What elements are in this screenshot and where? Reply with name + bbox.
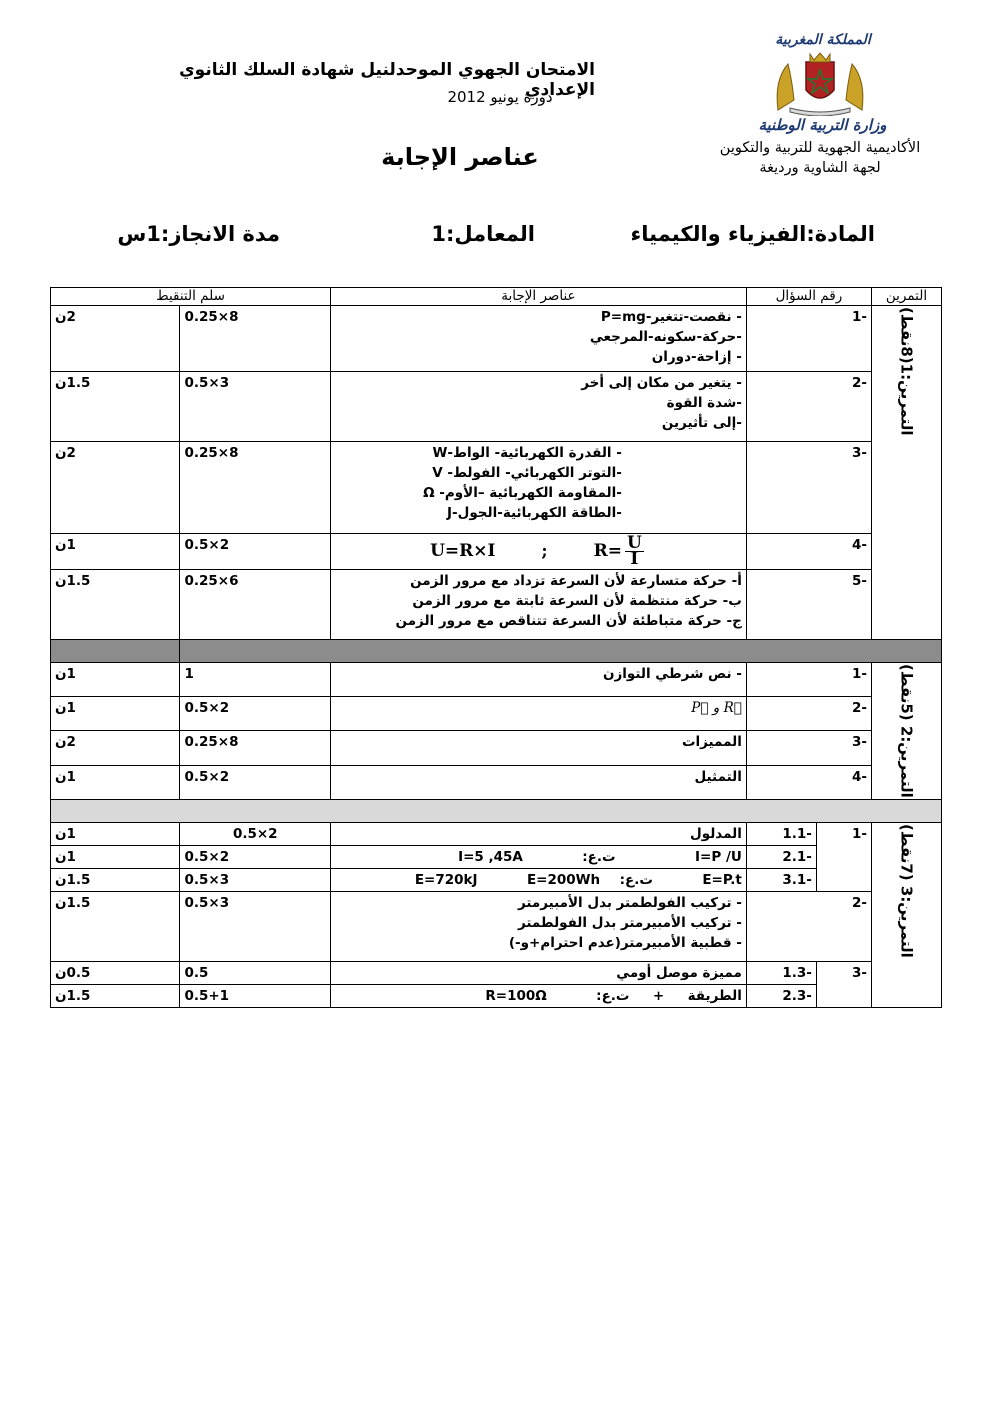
question-number: -3 (816, 961, 871, 1007)
subject-label: المادة:الفيزياء والكيمياء (630, 222, 875, 246)
score-detail: 8×0.25 (180, 306, 331, 372)
answer-line: - إزاحة-دوران (651, 349, 742, 365)
academy-line-1: الأكاديمية الجهوية للتربية والتكوين (719, 140, 921, 156)
question-number: -1 (746, 306, 871, 372)
kingdom-label: المملكة المغربية (775, 32, 871, 48)
score-total: 1.5ن (51, 868, 180, 891)
answer-cell: التمثيل (331, 765, 747, 799)
table-row (51, 765, 942, 799)
exercise-3-label-cell (872, 822, 942, 1007)
answer-result: I=5 ,45A (458, 848, 523, 865)
question-number: -3 (746, 442, 871, 534)
answer-cell (331, 868, 747, 891)
answer-cell (331, 372, 747, 442)
table-row (51, 868, 942, 891)
table-row (51, 891, 942, 961)
table-row (51, 442, 942, 534)
sub-question-number: -3.1 (746, 868, 816, 891)
separator-row (51, 799, 942, 822)
header-exercise: التمرين (872, 288, 942, 306)
score-detail: 2×0.5 (180, 534, 331, 570)
score-total: 0.5ن (51, 961, 180, 984)
score-total: 2ن (51, 731, 180, 765)
answer-line: - القدرة الكهربائية- الواط-W (432, 445, 622, 461)
answer-formula: I=P /U (695, 848, 742, 865)
formula-u-equals: U=R×I (430, 541, 496, 561)
fraction-denominator: I (630, 549, 639, 569)
answer-cell: R⃗ و P⃗ (331, 697, 747, 731)
answer-result: R=100Ω (485, 987, 547, 1004)
score-total: 1ن (51, 822, 180, 845)
answer-line: - تركيب الفولطمتر بدل الأمبيرمتر (517, 894, 742, 911)
score-total: 1ن (51, 845, 180, 868)
academy-line-2: لجهة الشاوية ورديغة (759, 160, 881, 176)
table-row (51, 534, 942, 570)
numeric-application-label: ت.ع: (596, 987, 630, 1004)
answer-plus: + (652, 987, 665, 1004)
answer-result-wh: E=200Wh (526, 871, 601, 888)
question-number: -4 (746, 534, 871, 570)
score-detail: 3×0.5 (180, 868, 331, 891)
answer-line: - نقصت-تتغير-P=mg (600, 309, 742, 325)
coat-of-arms-icon (770, 50, 870, 116)
question-number: -2 (746, 697, 871, 731)
score-total: 1.5ن (51, 570, 180, 640)
answer-line: - قطبية الأمبيرمتر(عدم احترام+و-) (508, 934, 742, 951)
score-detail: 2×0.5 (180, 822, 331, 845)
table-row (51, 731, 942, 765)
answer-cell (331, 891, 747, 961)
document-title: عناصر الإجابة (381, 143, 539, 171)
score-detail: 3×0.5 (180, 372, 331, 442)
answer-method: الطريقة (687, 987, 742, 1004)
answer-cell (331, 442, 747, 534)
question-number: -2 (746, 891, 871, 961)
question-number: -2 (746, 372, 871, 442)
exercise-2-label-cell (872, 663, 942, 800)
score-total: 1ن (51, 534, 180, 570)
answer-result: E=720kJ (414, 871, 478, 888)
table-row (51, 697, 942, 731)
score-total: 1ن (51, 663, 180, 697)
score-detail: 2×0.5 (180, 845, 331, 868)
answer-line: - تركيب الأمبيرمتر بدل الفولطمتر (517, 914, 742, 931)
separator-row (51, 640, 942, 663)
table-row (51, 984, 942, 1007)
separator-cell (51, 799, 942, 822)
numeric-application-label: ت.ع: (582, 848, 616, 865)
score-detail: 1 (180, 663, 331, 697)
score-detail: 8×0.25 (180, 731, 331, 765)
answer-line: أ- حركة متسارعة لأن السرعة تزداد مع مرور الزمن (410, 573, 742, 589)
duration-label: مدة الانجاز:1س (117, 222, 280, 246)
answer-cell (331, 845, 747, 868)
answer-cell: - نص شرطي التوازن (331, 663, 747, 697)
sub-question-number: -2.3 (746, 984, 816, 1007)
table-header-row (51, 288, 942, 306)
header-answers: عناصر الإجابة (331, 288, 747, 306)
question-number: -5 (746, 570, 871, 640)
score-total: 1.5ن (51, 891, 180, 961)
answer-line: ج- حركة متباطئة لأن السرعة تتناقص مع مرور الزمن (395, 613, 742, 629)
answer-cell (331, 984, 747, 1007)
formula-separator: ; (541, 541, 548, 561)
score-detail: 0.5 (180, 961, 331, 984)
answer-line: - يتغير من مكان إلى أخر (581, 375, 742, 391)
score-total: 1.5ن (51, 372, 180, 442)
header-question: رقم السؤال (746, 288, 871, 306)
answer-line: -التوتر الكهربائي- الفولط- V (432, 465, 622, 481)
sub-question-number: -2.1 (746, 845, 816, 868)
academy-label (700, 138, 940, 178)
exercise-3-label: التمرين:3 (7نقط) (897, 823, 916, 958)
table-row (51, 306, 942, 372)
score-detail: 2×0.5 (180, 765, 331, 799)
separator-cell (180, 640, 942, 663)
ohm-law-formula (430, 533, 647, 569)
answer-line: -إلى تأثيرين (661, 415, 742, 431)
score-total: 1.5ن (51, 984, 180, 1007)
score-detail: 8×0.25 (180, 442, 331, 534)
separator-cell (51, 640, 180, 663)
table-row (51, 822, 942, 845)
answer-cell (331, 534, 747, 570)
score-detail: 0.5+1 (180, 984, 331, 1007)
table-row (51, 663, 942, 697)
exam-session: دورة يونيو 2012 (447, 88, 553, 106)
answer-cell (331, 570, 747, 640)
exercise-2-label: التمرين:2 (5نقط) (897, 664, 916, 798)
answer-line: ب- حركة منتظمة لأن السرعة ثابتة مع مرور الزمن (412, 593, 742, 609)
answer-cell: مميزة موصل أومي (331, 961, 747, 984)
answer-cell: المميزات (331, 731, 747, 765)
answer-table (50, 287, 942, 1008)
ministry-label: وزارة التربية الوطنية (758, 116, 887, 134)
question-number: -3 (746, 731, 871, 765)
table-row (51, 845, 942, 868)
answer-line: -المقاومة الكهربائية –الأوم- Ω (423, 485, 622, 501)
table-row (51, 372, 942, 442)
header-scale: سلم التنقيط (51, 288, 331, 306)
score-detail: 2×0.5 (180, 697, 331, 731)
sub-question-number: -1.3 (746, 961, 816, 984)
question-number: -1 (816, 822, 871, 891)
score-total: 2ن (51, 306, 180, 372)
score-detail: 3×0.5 (180, 891, 331, 961)
coefficient-label: المعامل:1 (431, 222, 535, 246)
fraction-numerator: U (626, 533, 642, 553)
answer-cell (331, 306, 747, 372)
score-total: 2ن (51, 442, 180, 534)
answer-cell: المدلول (331, 822, 747, 845)
sub-question-number: -1.1 (746, 822, 816, 845)
answer-line: -شدة القوة (666, 395, 742, 411)
exercise-1-label: التمرين:1(8نقط) (897, 307, 916, 436)
score-detail: 6×0.25 (180, 570, 331, 640)
table-row (51, 961, 942, 984)
formula-r-equals: R= (593, 541, 622, 561)
table-row (51, 570, 942, 640)
question-number: -4 (746, 765, 871, 799)
score-total: 1ن (51, 765, 180, 799)
answer-line: -الطاقة الكهربائية-الجول-J (446, 505, 622, 521)
score-total: 1ن (51, 697, 180, 731)
exercise-1-label-cell (872, 306, 942, 640)
question-number: -1 (746, 663, 871, 697)
answer-line: -حركة-سكونه-المرجعي (589, 329, 742, 345)
exam-title: الامتحان الجهوي الموحدلنيل شهادة السلك الثانوي الإعدادي (179, 60, 595, 100)
answer-formula: E=P.t (702, 871, 742, 888)
formula-fraction (625, 533, 644, 569)
numeric-application-label: ت.ع: (619, 871, 653, 888)
